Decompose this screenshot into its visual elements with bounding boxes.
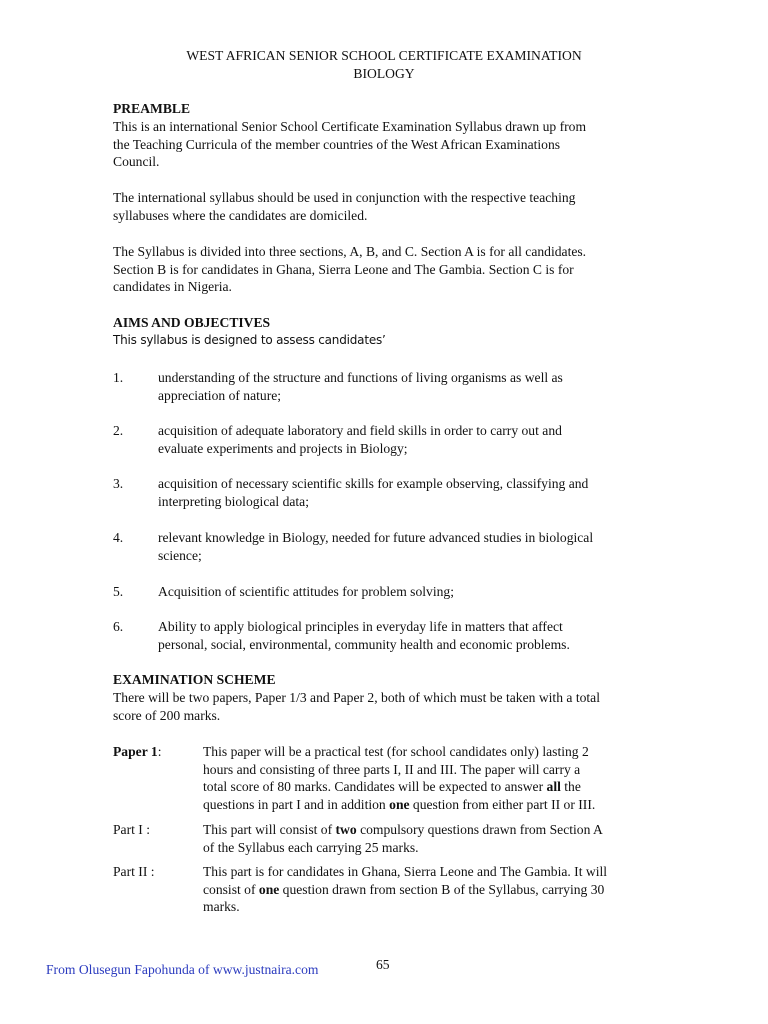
- preamble-paragraph-1: [113, 118, 658, 171]
- text-run: questions in part I and in addition: [203, 796, 390, 812]
- text-line: appreciation of nature;: [158, 387, 282, 403]
- emphasis: one: [389, 796, 410, 812]
- text-line: [203, 796, 658, 814]
- text-line: [203, 778, 658, 796]
- paper-1-label-text: Paper 1: [113, 744, 158, 759]
- exam-scheme-heading: EXAMINATION SCHEME: [113, 672, 276, 687]
- text-line: Council.: [113, 154, 160, 169]
- text-line: understanding of the structure and functions of living organisms as well as: [158, 370, 563, 385]
- list-item-number: 5.: [113, 584, 124, 599]
- list-item-number: 2.: [113, 423, 124, 438]
- document-title: WEST AFRICAN SENIOR SCHOOL CERTIFICATE EXAMINATION: [186, 48, 582, 63]
- text-line: The Syllabus is divided into three sections, A, B, and C. Section A is for all candidates.: [113, 244, 587, 259]
- text-line: of the Syllabus each carrying 25 marks.: [203, 839, 419, 855]
- emphasis: two: [335, 822, 357, 837]
- part-1-description: [203, 821, 658, 856]
- paper-1-label-colon: :: [157, 744, 162, 759]
- text-line: Acquisition of scientific attitudes for problem solving;: [158, 584, 454, 599]
- text-run: This part will consist of: [203, 822, 336, 837]
- preamble-heading: PREAMBLE: [113, 101, 191, 116]
- text-line: This part is for candidates in Ghana, Sierra Leone and The Gambia. It will: [203, 864, 608, 879]
- list-item: [158, 475, 658, 510]
- list-item-number: 1.: [113, 370, 124, 385]
- emphasis: all: [546, 779, 561, 794]
- text-line: [203, 881, 658, 899]
- text-line: This paper will be a practical test (for school candidates only) lasting 2: [203, 744, 589, 759]
- text-line: Ability to apply biological principles in everyday life in matters that affect: [158, 619, 563, 634]
- footer-credit: From Olusegun Fapohunda of www.justnaira.com: [46, 962, 319, 977]
- list-item: [158, 529, 658, 564]
- text-line: There will be two papers, Paper 1/3 and Paper 2, both of which must be taken with a total: [113, 690, 600, 705]
- paper-1-description: [203, 743, 658, 813]
- part-2-description: [203, 863, 658, 916]
- exam-scheme-intro: [113, 689, 658, 724]
- preamble-paragraph-3: [113, 243, 658, 296]
- text-line: interpreting biological data;: [158, 493, 309, 509]
- text-line: Section B is for candidates in Ghana, Sierra Leone and The Gambia. Section C is for: [113, 261, 574, 277]
- preamble-paragraph-2: [113, 189, 658, 224]
- text-line: [203, 821, 658, 839]
- part-1-label: Part I :: [113, 822, 150, 837]
- text-line: acquisition of necessary scientific skills for example observing, classifying and: [158, 476, 589, 491]
- text-run: question from either part II or III.: [409, 796, 596, 812]
- text-run: question drawn from section B of the Syllabus, carrying 30: [279, 881, 605, 897]
- text-run: compulsory questions drawn from Section A: [356, 822, 603, 837]
- text-line: candidates in Nigeria.: [113, 279, 232, 294]
- text-run: the: [560, 779, 581, 794]
- list-item: [158, 422, 658, 457]
- text-line: science;: [158, 547, 202, 563]
- aims-intro: This syllabus is designed to assess candidates’: [113, 333, 386, 347]
- list-item: [158, 369, 658, 404]
- text-run: consist of: [203, 881, 259, 897]
- page-number: 65: [376, 957, 390, 972]
- document-subject: BIOLOGY: [353, 66, 415, 81]
- text-line: evaluate experiments and projects in Biology;: [158, 440, 408, 456]
- emphasis: one: [258, 881, 280, 897]
- text-line: marks.: [203, 899, 240, 914]
- text-line: hours and consisting of three parts I, II and III. The paper will carry a: [203, 761, 581, 777]
- text-line: score of 200 marks.: [113, 707, 221, 723]
- aims-heading: AIMS AND OBJECTIVES: [113, 315, 271, 330]
- list-item-number: 6.: [113, 619, 124, 634]
- text-run: total score of 80 marks. Candidates will be expected to answer: [203, 779, 547, 794]
- list-item-number: 4.: [113, 530, 124, 545]
- text-line: acquisition of adequate laboratory and field skills in order to carry out and: [158, 423, 562, 438]
- paper-1-label: [113, 743, 161, 761]
- list-item-number: 3.: [113, 476, 124, 491]
- list-item: [158, 618, 658, 653]
- text-line: the Teaching Curricula of the member countries of the West African Examinations: [113, 136, 561, 152]
- text-line: personal, social, environmental, community health and economic problems.: [158, 636, 570, 652]
- text-line: relevant knowledge in Biology, needed for future advanced studies in biological: [158, 530, 594, 545]
- text-line: This is an international Senior School Certificate Examination Syllabus drawn up from: [113, 119, 587, 134]
- text-line: The international syllabus should be used in conjunction with the respective teaching: [113, 190, 576, 205]
- list-item: [158, 583, 658, 601]
- text-line: syllabuses where the candidates are domiciled.: [113, 207, 368, 223]
- part-2-label: Part II :: [113, 864, 155, 879]
